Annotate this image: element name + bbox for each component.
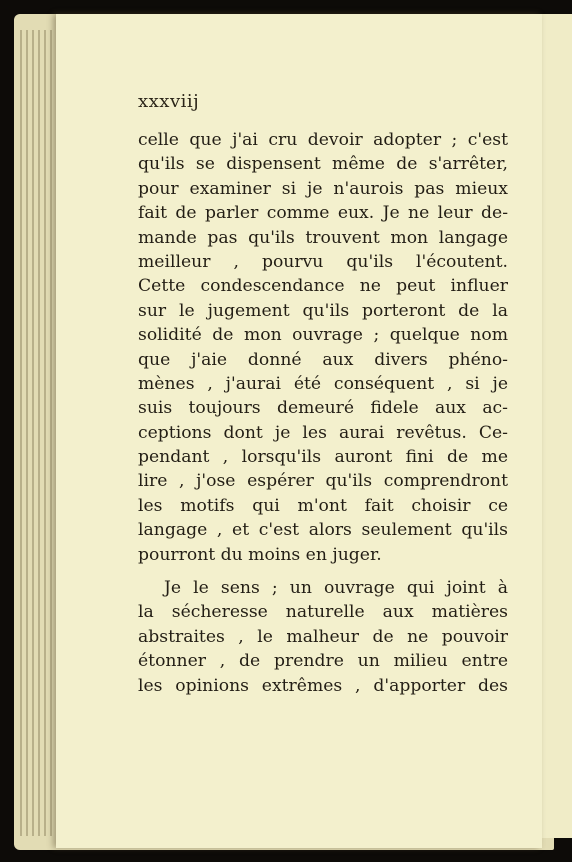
text-line: mènes , j'aurai été conséquent , si je bbox=[138, 373, 508, 394]
paragraph bbox=[138, 576, 508, 698]
text-line: Cette condescendance ne peut influer bbox=[138, 276, 508, 297]
facing-page-edge bbox=[540, 14, 572, 838]
body-text bbox=[138, 128, 508, 698]
page-edge bbox=[26, 30, 28, 836]
text-line: lire , j'ose espérer qu'ils comprendront bbox=[138, 471, 508, 492]
text-line: qu'ils se dispensent même de s'arrêter, bbox=[138, 154, 508, 175]
text-line: la sécheresse naturelle aux matières bbox=[138, 602, 508, 623]
text-line: pendant , lorsqu'ils auront fini de me bbox=[138, 447, 508, 468]
text-line: Je le sens ; un ouvrage qui joint à bbox=[164, 578, 508, 599]
text-line: solidité de mon ouvrage ; quelque nom bbox=[138, 325, 508, 346]
text-line: mande pas qu'ils trouvent mon langage bbox=[138, 227, 508, 248]
text-line: pour examiner si je n'aurois pas mieux bbox=[138, 178, 508, 199]
page-number: xxxviij bbox=[138, 91, 200, 112]
text-line: pourront du moins en juger. bbox=[138, 544, 382, 565]
text-line: celle que j'ai cru devoir adopter ; c'est bbox=[138, 130, 508, 150]
text-line: langage , et c'est alors seulement qu'ils bbox=[138, 520, 508, 541]
page-edge bbox=[20, 30, 22, 836]
page-edge bbox=[50, 30, 52, 836]
page-edge bbox=[44, 30, 46, 836]
text-line: abstraites , le malheur de ne pouvoir bbox=[138, 626, 508, 647]
page-edge bbox=[38, 30, 40, 836]
text-line: sur le jugement qu'ils porteront de la bbox=[138, 300, 508, 321]
text-line: étonner , de prendre un milieu entre bbox=[138, 651, 508, 672]
paragraph bbox=[138, 128, 508, 567]
text-line: les motifs qui m'ont fait choisir ce bbox=[138, 495, 508, 516]
paragraph-gap bbox=[138, 567, 508, 576]
text-line: meilleur , pourvu qu'ils l'écoutent. bbox=[138, 251, 508, 272]
text-line: fait de parler comme eux. Je ne leur de- bbox=[138, 203, 508, 224]
text-line: ceptions dont je les aurai revêtus. Ce- bbox=[138, 422, 508, 443]
text-line: suis toujours demeuré fidele aux ac- bbox=[138, 398, 508, 419]
text-line: que j'aie donné aux divers phéno- bbox=[138, 349, 508, 370]
text-line: les opinions extrêmes , d'apporter des bbox=[138, 675, 508, 696]
page-edge bbox=[32, 30, 34, 836]
